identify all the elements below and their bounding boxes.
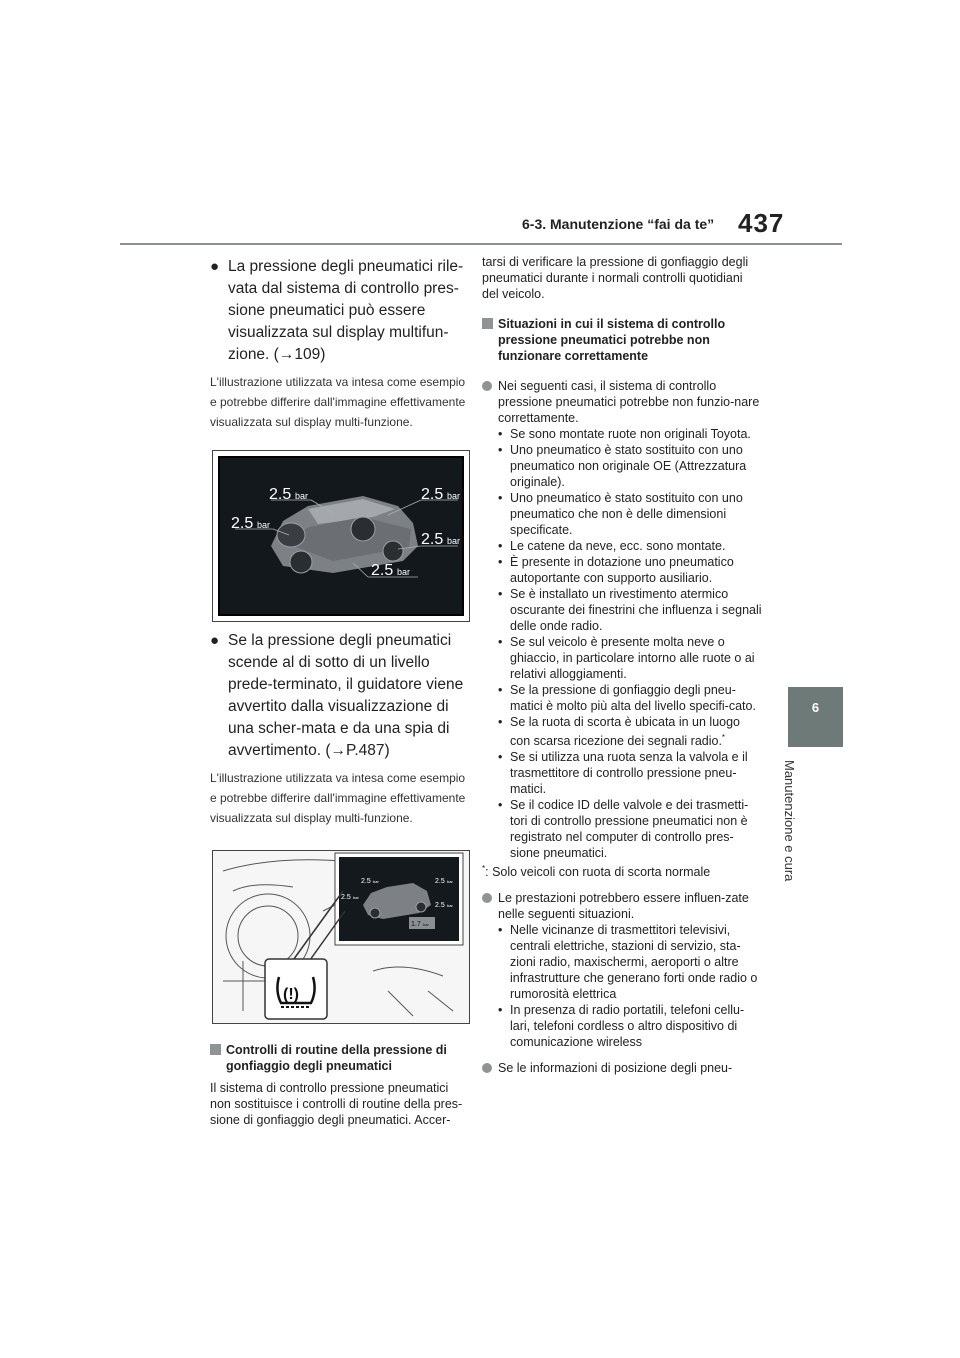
dashboard-illustration (213, 851, 469, 1023)
mini-pressure-low: 1.7 (411, 921, 421, 928)
pressure-rear-right: 2.5 (421, 531, 444, 548)
item-position-info (482, 1060, 762, 1076)
item-intro: Se le informazioni di posizione degli pneu- (498, 1061, 733, 1076)
list-item: • Uno pneumatico è stato sostituito con uno pneumatico che non è delle dimensioni specificate. (498, 490, 762, 538)
list-item: • Nelle vicinanze di trasmettitori televisivi, centrali elettriche, stazioni di servizio, sta-zioni radio, maxischermi, aeroporti o altre infrastrutture che generano forti onde radio o rumorosità elettrica (498, 922, 762, 1002)
section-heading-text: Situazioni in cui il sistema di controllo pressione pneumatici potrebbe non funzionare correttamente (498, 317, 726, 363)
bullet-display-pressure (210, 256, 472, 366)
chapter-tab (788, 687, 843, 747)
item-intro: Le prestazioni potrebbero essere influen-zate nelle seguenti situazioni. (498, 891, 749, 922)
pressure-front-left: 2.5 (269, 486, 292, 503)
section-heading-malfunction (482, 316, 762, 364)
page-number: 437 (738, 208, 785, 238)
unit-label: bar (373, 879, 379, 884)
mini-pressure-rear-right: 2.5 (435, 902, 445, 909)
list-item: • In presenza di radio portatili, telefoni cellu-lari, telefoni cordless o altro dispositivo di comunicazione wireless (498, 1002, 762, 1050)
bullet-low-pressure-warning (210, 630, 472, 762)
list-item-text: Se la ruota di scorta è ubicata in un luogo con scarsa ricezione dei segnali radio. (510, 715, 741, 749)
display-illustration (213, 451, 469, 621)
footnote-marker: * (721, 733, 726, 742)
illustration-note: L'illustrazione utilizzata va intesa come esempio e potrebbe differire dall'immagine effettivamente visualizzata sul display multi-funzione. (210, 375, 466, 429)
routine-checks-text: Il sistema di controllo pressione pneumatici non sostituisce i controlli di routine della pres-sione di gonfiaggio degli pneumatici. Accer- (210, 1081, 463, 1127)
list-item: • Se il codice ID delle valvole e dei trasmetti-tori di controllo pressione pneumatici non è registrato nel computer di controllo pres-sione pneumatici. (498, 797, 762, 861)
section-heading-text: Controlli di routine della pressione di gonfiaggio degli pneumatici (226, 1043, 447, 1073)
pressure-front-right: 2.5 (421, 486, 444, 503)
list-item: • È presente in dotazione uno pneumatico autoportante con supporto ausiliario. (498, 554, 762, 586)
warning-symbol: (!) (283, 986, 299, 1003)
unit-label: bar (397, 567, 411, 577)
list-item: • Uno pneumatico è stato sostituito con uno pneumatico non originale OE (Attrezzatura originale). (498, 442, 762, 490)
unit-label: bar (447, 536, 461, 546)
unit-label: bar (447, 903, 453, 908)
unit-label: bar (423, 922, 429, 927)
bullet-dot: ● (210, 632, 220, 649)
footnote (482, 861, 762, 880)
mini-pressure-rear-left: 2.5 (341, 894, 351, 901)
circle-bullet (482, 1063, 492, 1073)
unit-label: bar (447, 879, 453, 884)
illustration-note: L'illustrazione utilizzata va intesa come esempio e potrebbe differire dall'immagine effettivamente visualizzata sul display multi-funzione. (210, 771, 466, 825)
right-column (482, 248, 762, 1076)
unit-label: bar (295, 491, 309, 501)
bullet-dot: ● (210, 258, 220, 275)
list-item: • Se si utilizza una ruota senza la valvola e il trasmettitore di controllo pressione pneu-matici. (498, 749, 762, 797)
square-bullet (210, 1044, 221, 1055)
mini-pressure-front-right: 2.5 (435, 878, 445, 885)
item-intro: Nei seguenti casi, il sistema di controllo pressione pneumatici potrebbe non funzio-nare correttamente. (498, 379, 760, 425)
square-bullet (482, 318, 493, 329)
left-column (210, 248, 472, 1128)
circle-bullet (482, 381, 492, 391)
figure-tire-pressure-display (212, 450, 470, 622)
circle-bullet (482, 893, 492, 903)
malfunction-list (498, 426, 762, 861)
bullet-text: La pressione degli pneumatici rile-vata dal sistema di controllo pres-sione pneumatici può essere visualizzata sul display multifun-zione. (→109) (228, 258, 464, 363)
pressure-rear-left: 2.5 (231, 515, 254, 532)
section-title: 6-3. Manutenzione “fai da te” (522, 216, 715, 232)
item-performance-affected (482, 890, 762, 1050)
list-item: • Se è installato un rivestimento atermico oscurante dei finestrini che influenza i segnali delle onde radio. (498, 586, 762, 634)
pressure-spare: 2.5 (371, 562, 394, 579)
footnote-text: : Solo veicoli con ruota di scorta normale (485, 865, 711, 880)
item-malfunction-cases (482, 378, 762, 861)
section-heading-routine-checks (210, 1042, 472, 1074)
chapter-number: 6 (811, 700, 820, 715)
list-item: • Se la pressione di gonfiaggio degli pneu-matici è molto più alta del livello specifi-cato. (498, 682, 762, 714)
continued-text: tarsi di verificare la pressione di gonfiaggio degli pneumatici durante i normali controlli quotidiani del veicolo. (482, 255, 749, 301)
list-item (498, 714, 762, 749)
unit-label: bar (257, 520, 271, 530)
mini-pressure-front-left: 2.5 (361, 878, 371, 885)
list-item: • Se sono montate ruote non originali Toyota. (498, 426, 762, 442)
list-item: • Le catene da neve, ecc. sono montate. (498, 538, 762, 554)
header-rule (120, 243, 842, 245)
unit-label: bar (447, 491, 461, 501)
list-item: • Se sul veicolo è presente molta neve o ghiaccio, in particolare intorno alle ruote o ai relativi alloggiamenti. (498, 634, 762, 682)
footnote-marker: * (482, 864, 486, 874)
performance-list (498, 922, 762, 1050)
figure-warning-light (212, 850, 470, 1024)
chapter-label: Manutenzione e cura (782, 760, 797, 882)
bullet-text: Se la pressione degli pneumatici scende al di sotto di un livello prede-terminato, il guidatore viene avvertito dalla visualizzazione di una scher-mata e da una spia di avvertimento. (→P.487) (228, 632, 464, 759)
unit-label: bar (353, 895, 359, 900)
